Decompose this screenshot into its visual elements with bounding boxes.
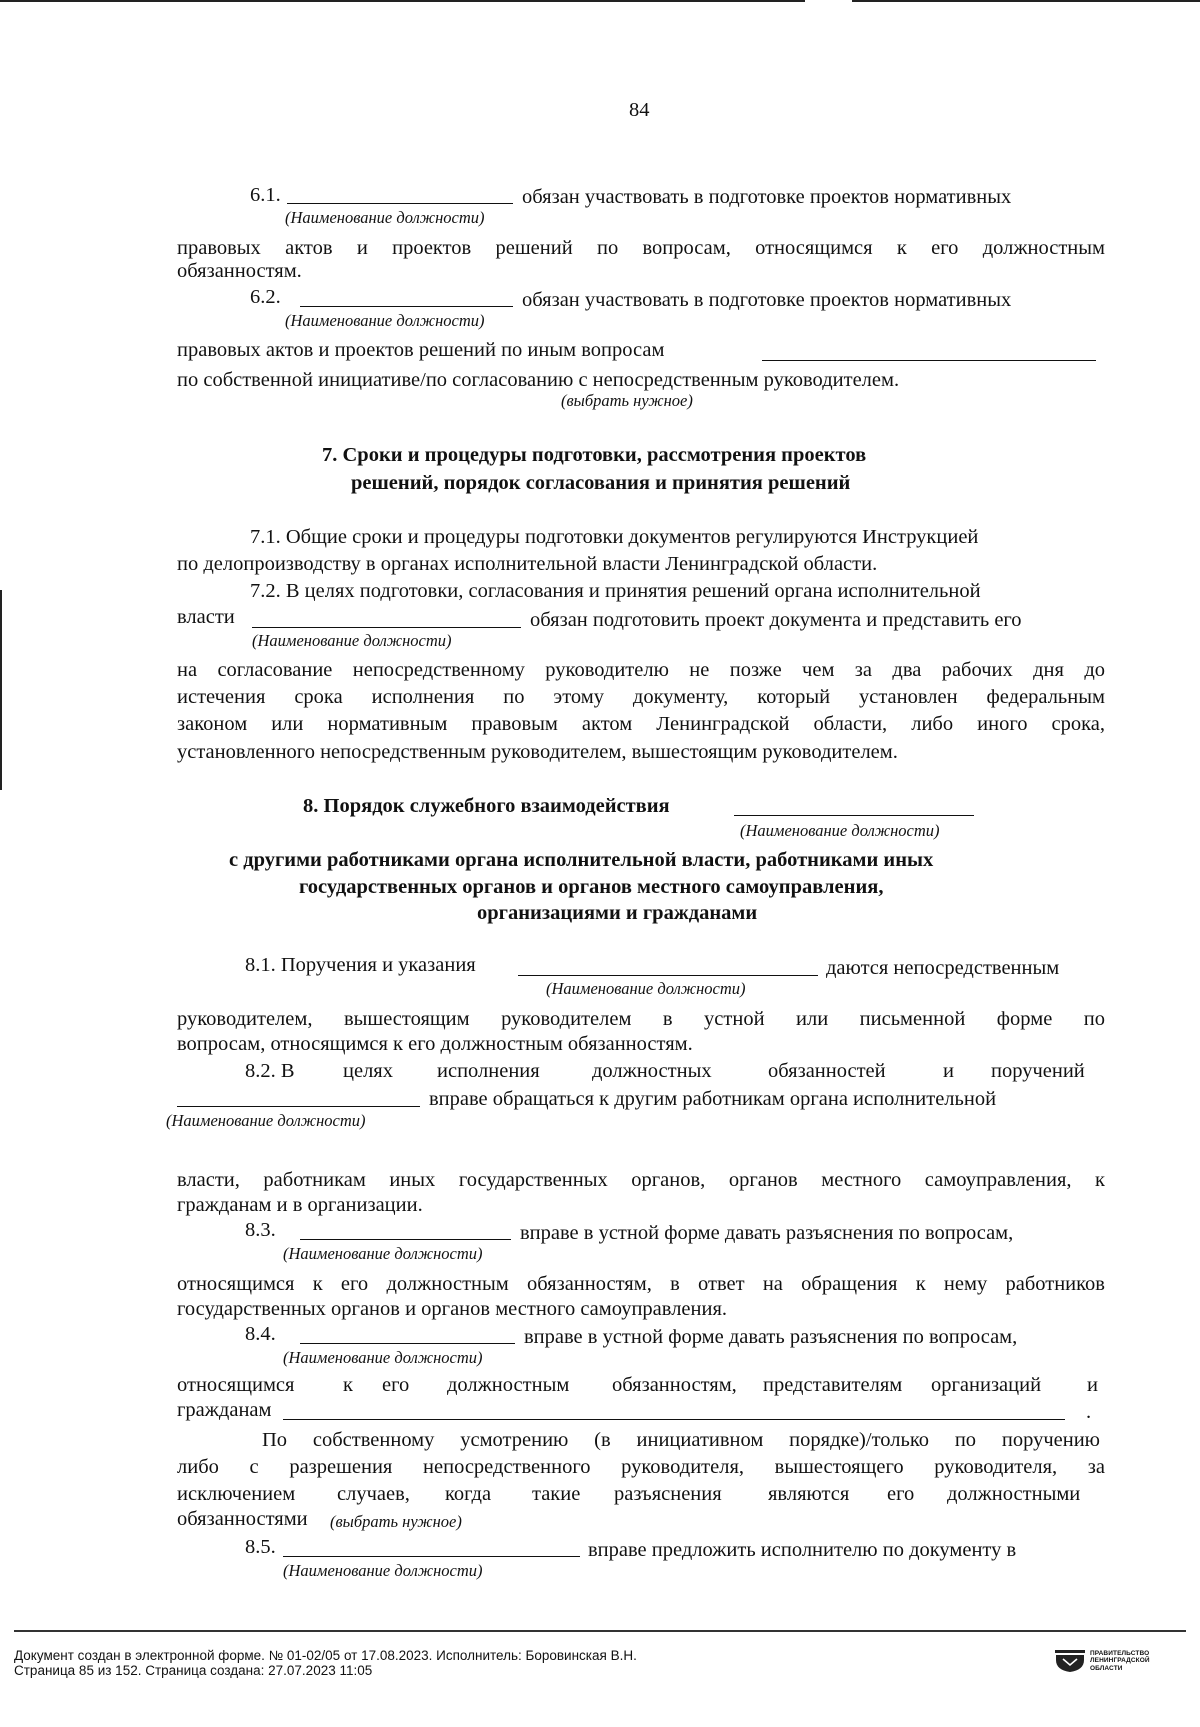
item-7-2-vlasti: власти [177,606,235,628]
logo-text-line-3: ОБЛАСТИ [1090,1664,1123,1672]
item-8-2-word-7: поручений [991,1060,1085,1082]
section-8-heading-line-2: с другими работниками органа исполнительной власти, работниками иных [229,849,934,871]
item-8-1-line-3: вопросам, относящимся к его должностным обязанностям. [177,1033,693,1055]
item-8-4-line-7-word-3: когда [445,1483,492,1505]
item-8-4-line-7-word-8: должностными [947,1483,1081,1505]
item-8-4-line-7-word-7: его [887,1483,915,1505]
item-8-2-word-3: исполнения [437,1060,540,1082]
item-7-2-line-4: истечения срока исполнения по этому документу, который установлен федеральным [177,686,1105,708]
item-6-2-line-2: правовых актов и проектов решений по иным вопросам [177,339,665,361]
item-8-2-word-4: должностных [592,1060,712,1082]
item-8-4-blank [300,1343,515,1344]
item-7-2-line-5: законом или нормативным правовым актом Ленинградской области, либо иного срока, [177,713,1105,735]
section-8-heading-line-4: организациями и гражданами [477,902,758,924]
item-8-4-line-5: По собственному усмотрению (в инициативном порядке)/только по поручению [262,1429,1100,1451]
item-6-2-text: обязан участвовать в подготовке проектов нормативных [522,289,1012,311]
item-8-4-word-5: обязанностям, [612,1374,737,1396]
footer-rule [14,1630,1186,1632]
footer-line-2: Страница 85 из 152. Страница создана: 27.07.2023 11:05 [14,1663,373,1678]
section-8-heading-line-1: 8. Порядок служебного взаимодействия [303,795,670,817]
item-8-4-position-hint: (Наименование должности) [283,1348,483,1367]
top-edge-line-left [0,0,805,2]
item-8-2-line-4: гражданам и в организации. [177,1194,423,1216]
logo-text-line-1: ПРАВИТЕЛЬСТВО [1090,1650,1150,1657]
item-8-4-number: 8.4. [245,1323,276,1345]
item-7-2-line-3: на согласование непосредственному руководителю не позже чем за два рабочих дня до [177,659,1105,681]
item-6-1-position-hint: (Наименование должности) [285,208,485,227]
item-8-4-word-8: и [1087,1374,1098,1396]
item-8-5-text: вправе предложить исполнителю по документу в [588,1539,1017,1561]
item-6-2-line-3: по собственной инициативе/по согласованию с непосредственным руководителем. [177,369,900,391]
item-8-4-word-4: должностным [447,1374,570,1396]
item-6-2-position-hint: (Наименование должности) [285,311,485,330]
item-6-1-blank [287,203,513,204]
section-7-heading-line-2: решений, порядок согласования и принятия решений [351,472,851,494]
footer-line-1: Документ создан в электронной форме. № 01-02/05 от 17.08.2023. Исполнитель: Боровинская В.Н. [14,1648,637,1663]
logo-text-line-2: ЛЕНИНГРАДСКОЙ [1090,1657,1150,1665]
item-6-1-number: 6.1. [250,184,281,206]
item-8-5-position-hint: (Наименование должности) [283,1561,483,1580]
item-8-1-blank [518,975,818,976]
item-7-2-blank [252,627,521,628]
item-6-1-line-3: обязанностям. [177,260,302,282]
item-8-5-blank [283,1556,580,1557]
item-6-1-text: обязан участвовать в подготовке проектов нормативных [522,186,1012,208]
choose-hint-8-4: (выбрать нужное) [330,1512,462,1531]
item-8-2-position-hint: (Наименование должности) [166,1111,366,1130]
item-8-1-text-a: 8.1. Поручения и указания [245,954,476,976]
item-8-4-text: вправе в устной форме давать разъяснения по вопросам, [524,1326,1018,1348]
item-7-2-line-2: обязан подготовить проект документа и представить его [530,609,1022,631]
item-8-2-line-2: вправе обращаться к другим работникам органа исполнительной [429,1088,997,1110]
item-8-4-word-3: его [382,1374,410,1396]
item-8-2-blank [177,1106,420,1107]
item-8-1-line-2: руководителем, вышестоящим руководителем в устной или письменной форме по [177,1008,1105,1030]
item-8-2-word-1: 8.2. В [245,1060,295,1082]
item-8-4-line-7-word-5: разъяснения [614,1483,722,1505]
item-8-3-position-hint: (Наименование должности) [283,1244,483,1263]
item-8-4-line-7-word-1: исключением [177,1483,296,1505]
item-6-2-number: 6.2. [250,286,281,308]
item-7-1-line-1: 7.1. Общие сроки и процедуры подготовки документов регулируются Инструкцией [250,526,979,548]
item-8-4-line-7-word-6: являются [768,1483,850,1505]
logo-text [1090,1650,1150,1672]
item-8-4-word-1: относящимся [177,1374,295,1396]
top-edge-line-right [852,0,1200,2]
section-8-heading-line-3: государственных органов и органов местного самоуправления, [299,876,884,898]
item-6-2-blank-2 [762,360,1096,361]
government-emblem-icon [1055,1650,1085,1672]
item-8-3-number: 8.3. [245,1219,276,1241]
item-7-1-line-2: по делопроизводству в органах исполнительной власти Ленинградской области. [177,553,878,575]
item-8-3-text: вправе в устной форме давать разъяснения по вопросам, [520,1222,1014,1244]
left-edge-mark [0,590,2,790]
item-8-3-line-2: относящимся к его должностным обязанностям, в ответ на обращения к нему работников [177,1273,1105,1295]
item-7-2-position-hint: (Наименование должности) [252,631,452,650]
item-8-4-blank-2 [283,1419,1065,1420]
item-7-2-line-1: 7.2. В целях подготовки, согласования и принятия решений органа исполнительной [250,580,981,602]
page-number: 84 [629,99,650,121]
section-8-position-hint: (Наименование должности) [740,821,940,840]
item-8-4-grazhdanam: гражданам [177,1399,272,1421]
item-8-2-line-3: власти, работникам иных государственных органов, органов местного самоуправления, к [177,1169,1105,1191]
item-8-4-word-7: организаций [931,1374,1042,1396]
item-8-5-number: 8.5. [245,1536,276,1558]
choose-hint-6-2: (выбрать нужное) [561,391,693,410]
item-8-4-word-6: представителям [763,1374,903,1396]
item-8-4-dot: . [1086,1401,1092,1423]
item-8-4-line-7-word-4: такие [532,1483,581,1505]
item-8-4-word-2: к [343,1374,353,1396]
item-7-2-line-6: установленного непосредственным руководителем, вышестоящим руководителем. [177,741,898,763]
item-8-2-word-2: целях [343,1060,393,1082]
item-8-3-line-3: государственных органов и органов местного самоуправления. [177,1298,728,1320]
item-6-2-blank [300,306,513,307]
item-8-4-line-7-word-2: случаев, [337,1483,410,1505]
item-8-2-word-6: и [943,1060,954,1082]
item-8-2-word-5: обязанностей [768,1060,886,1082]
item-8-4-line-6: либо с разрешения непосредственного руководителя, вышестоящего руководителя, за [177,1456,1105,1478]
item-8-4-line-8: обязанностями [177,1508,308,1530]
item-8-1-position-hint: (Наименование должности) [546,979,746,998]
item-6-1-line-2: правовых актов и проектов решений по вопросам, относящимся к его должностным [177,237,1105,259]
item-8-3-blank [300,1239,511,1240]
section-7-heading-line-1: 7. Сроки и процедуры подготовки, рассмотрения проектов [322,444,867,466]
item-8-1-text-b: даются непосредственным [826,957,1060,979]
section-8-heading-blank [734,815,974,816]
